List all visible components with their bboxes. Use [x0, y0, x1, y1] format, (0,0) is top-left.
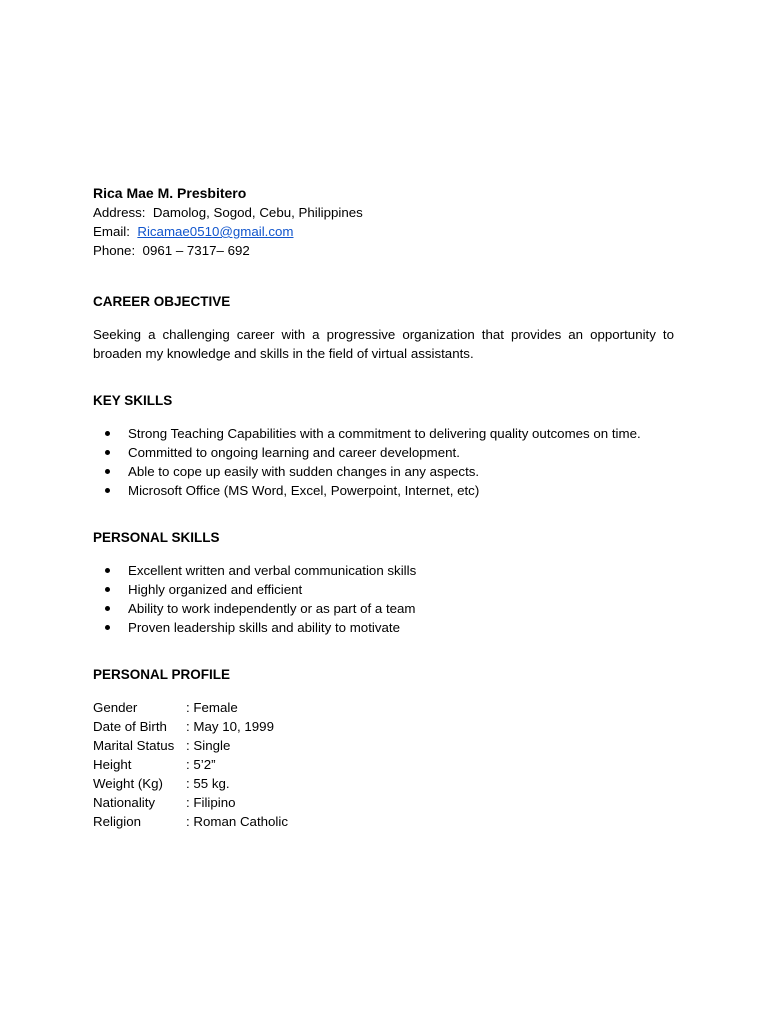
profile-value: : Female — [186, 700, 238, 715]
profile-row — [93, 698, 674, 717]
profile-row — [93, 736, 674, 755]
list-item: Strong Teaching Capabilities with a commitment to delivering quality outcomes on time. — [93, 424, 674, 443]
key-skills-heading: KEY SKILLS — [93, 393, 173, 408]
profile-label: Religion — [93, 814, 142, 829]
profile-label: Date of Birth — [93, 719, 167, 734]
email-line — [93, 222, 674, 241]
profile-value: : Filipino — [186, 795, 236, 810]
list-item: Ability to work independently or as part of a team — [93, 599, 674, 618]
list-item: Able to cope up easily with sudden changes in any aspects. — [93, 462, 674, 481]
profile-row — [93, 793, 674, 812]
phone-label: Phone: — [93, 243, 136, 258]
profile-value: : May 10, 1999 — [186, 719, 274, 734]
bullet-icon — [105, 431, 110, 436]
bullet-icon — [105, 450, 110, 455]
applicant-name: Rica Mae M. Presbitero — [93, 185, 247, 201]
profile-value: : 55 kg. — [186, 776, 230, 791]
email-label: Email: — [93, 224, 130, 239]
address-label: Address: — [93, 205, 146, 220]
career-objective-text: Seeking a challenging career with a progressive organization that provides an opportunity to broaden my knowledge and skills in the field of virtual assistants. — [93, 327, 674, 361]
phone-line — [93, 241, 674, 260]
list-item: Committed to ongoing learning and career development. — [93, 443, 674, 462]
phone-value: 0961 – 7317– 692 — [142, 243, 250, 258]
profile-value: : 5’2” — [186, 757, 216, 772]
resume-content — [93, 184, 674, 831]
bullet-icon — [105, 606, 110, 611]
personal-profile-table — [93, 698, 674, 831]
bullet-icon — [105, 625, 110, 630]
profile-label: Nationality — [93, 795, 156, 810]
personal-skills-list — [93, 561, 674, 637]
bullet-icon — [105, 587, 110, 592]
address-value: Damolog, Sogod, Cebu, Philippines — [152, 205, 363, 220]
profile-row — [93, 812, 674, 831]
career-objective-heading: CAREER OBJECTIVE — [93, 294, 231, 309]
profile-row — [93, 755, 674, 774]
profile-row — [93, 717, 674, 736]
bullet-icon — [105, 469, 110, 474]
email-link[interactable]: Ricamae0510@gmail.com — [137, 224, 294, 239]
bullet-icon — [105, 568, 110, 573]
personal-profile-heading: PERSONAL PROFILE — [93, 667, 231, 682]
list-item: Excellent written and verbal communication skills — [93, 561, 674, 580]
profile-value: : Single — [186, 738, 231, 753]
personal-skills-heading: PERSONAL SKILLS — [93, 530, 220, 545]
bullet-icon — [105, 488, 110, 493]
list-item: Proven leadership skills and ability to motivate — [93, 618, 674, 637]
profile-row — [93, 774, 674, 793]
profile-value: : Roman Catholic — [186, 814, 288, 829]
profile-label: Height — [93, 757, 132, 772]
profile-label: Weight (Kg) — [93, 776, 163, 791]
list-item: Highly organized and efficient — [93, 580, 674, 599]
key-skills-list — [93, 424, 674, 500]
profile-label: Gender — [93, 700, 138, 715]
list-item: Microsoft Office (MS Word, Excel, Powerpoint, Internet, etc) — [93, 481, 674, 500]
profile-label: Marital Status — [93, 738, 175, 753]
address-line — [93, 203, 674, 222]
